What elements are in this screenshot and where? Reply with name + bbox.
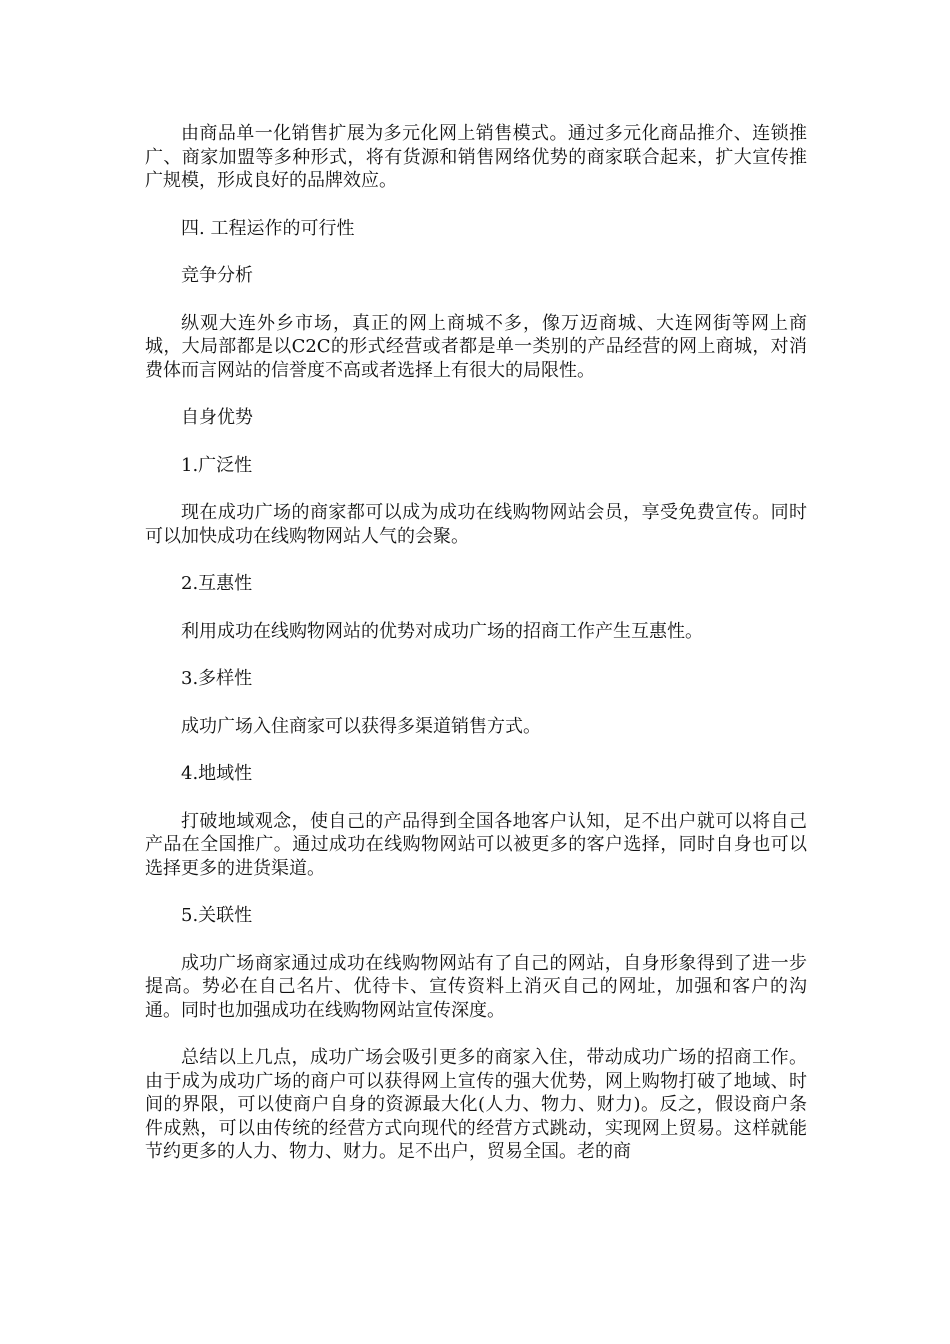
paragraph-intro: 由商品单一化销售扩展为多元化网上销售模式。通过多元化商品推介、连锁推广、商家加盟等多种形式，将有货源和销售网络优势的商家联合起来，扩大宣传推广规模，形成良好的品牌效应。 [145, 123, 807, 191]
item-heading-3: 3.多样性 [181, 668, 253, 689]
section-heading-feasibility: 四. 工程运作的可行性 [181, 217, 355, 239]
subheading-advantages: 自身优势 [181, 407, 253, 428]
paragraph-competition: 纵观大连外乡市场，真正的网上商城不多，像万迈商城、大连网街等网上商城，大局部都是以C2C的形式经营或者都是单一类别的产品经营的网上商城，对消费体而言网站的信誉度不高或者选择上有很大的局限性。 [145, 312, 807, 381]
paragraph-item-1: 现在成功广场的商家都可以成为成功在线购物网站会员，享受免费宣传。同时可以加快成功在线购物网站人气的会聚。 [145, 502, 807, 547]
item-heading-5: 5.关联性 [181, 905, 253, 926]
item-heading-4: 4.地域性 [181, 763, 253, 784]
document-body [145, 122, 807, 1164]
paragraph-item-2: 利用成功在线购物网站的优势对成功广场的招商工作产生互惠性。 [181, 620, 703, 642]
paragraph-item-5: 成功广场商家通过成功在线购物网站有了自己的网站，自身形象得到了进一步提高。势必在自己名片、优待卡、宣传资料上消灭自己的网址，加强和客户的沟通。同时也加强成功在线购物网站宣传深度。 [145, 952, 807, 1021]
subheading-competition: 竞争分析 [181, 265, 253, 286]
item-heading-2: 2.互惠性 [181, 573, 253, 594]
paragraph-summary: 总结以上几点，成功广场会吸引更多的商家入住，带动成功广场的招商工作。由于成为成功广场的商户可以获得网上宣传的强大优势，网上购物打破了地域、时间的界限，可以使商户自身的资源最大化(人力、物力、财力)。反之，假设商户条件成熟，可以由传统的经营方式向现代的经营方式跳动，实现网上贸易。这样就能节约更多的人力、物力、财力。足不出户，贸易全国。老的商 [145, 1047, 807, 1162]
paragraph-item-3: 成功广场入住商家可以获得多渠道销售方式。 [181, 715, 541, 737]
paragraph-item-4: 打破地域观念，使自己的产品得到全国各地客户认知，足不出户就可以将自己产品在全国推广。通过成功在线购物网站可以被更多的客户选择，同时自身也可以选择更多的进货渠道。 [145, 810, 807, 879]
item-heading-1: 1.广泛性 [181, 454, 253, 476]
